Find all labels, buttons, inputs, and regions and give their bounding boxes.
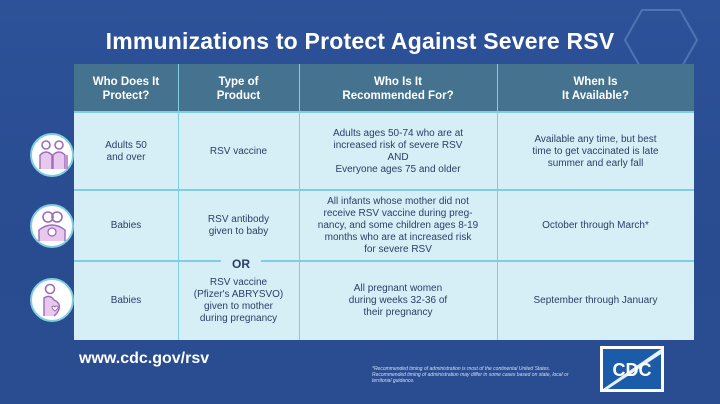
row2-product: RSV antibody given to baby [207,213,270,237]
cdc-logo [600,346,664,392]
row1-available: Available any time, but best time to get vaccinated is late summer and early fall [532,134,659,169]
row2-available: October through March* [542,219,649,231]
parent-baby-icon [30,204,74,248]
header-recommended-for: Who Is It Recommended For? [342,75,454,102]
header-who-protect: Who Does It Protect? [92,75,160,102]
row3-recommended: All pregnant women during weeks 32-36 of their pregnancy [348,283,448,318]
svg-text:CDC: CDC [612,360,652,380]
table-header [74,64,694,113]
header-availability: When Is It Available? [562,75,629,102]
pregnant-person-icon [30,278,74,322]
row1-product: RSV vaccine [209,146,268,157]
page-title: Immunizations to Protect Against Severe RSV [105,28,615,54]
row3-who: Babies [110,295,142,306]
footnote: *Recommended timing of administration is most of the continental United States. Recommended timing of administration may differ in some cases based on state, local or territorial guidance. [372,366,569,384]
row1-who: Adults 50 and over [105,140,147,163]
cdc-rsv-link[interactable]: www.cdc.gov/rsv [79,350,210,367]
header-product-type: Type of Product [216,75,261,102]
older-adults-icon [30,133,74,177]
row3-product: RSV vaccine (Pfizer's ABRYSVO) given to mother during pregnancy [193,277,284,324]
row3-available: September through January [533,295,658,306]
row1-recommended: Adults ages 50-74 who are at increased risk of severe RSV AND Everyone ages 75 and older [332,128,464,175]
rsv-immunization-table [74,64,694,340]
row2-who: Babies [110,219,142,231]
or-label: OR [221,255,261,273]
row2-recommended: All infants whose mother did not receive RSV vaccine during preg- nancy, and some children ages 8-19 months who are at increased risk for severe RSV [317,195,479,255]
